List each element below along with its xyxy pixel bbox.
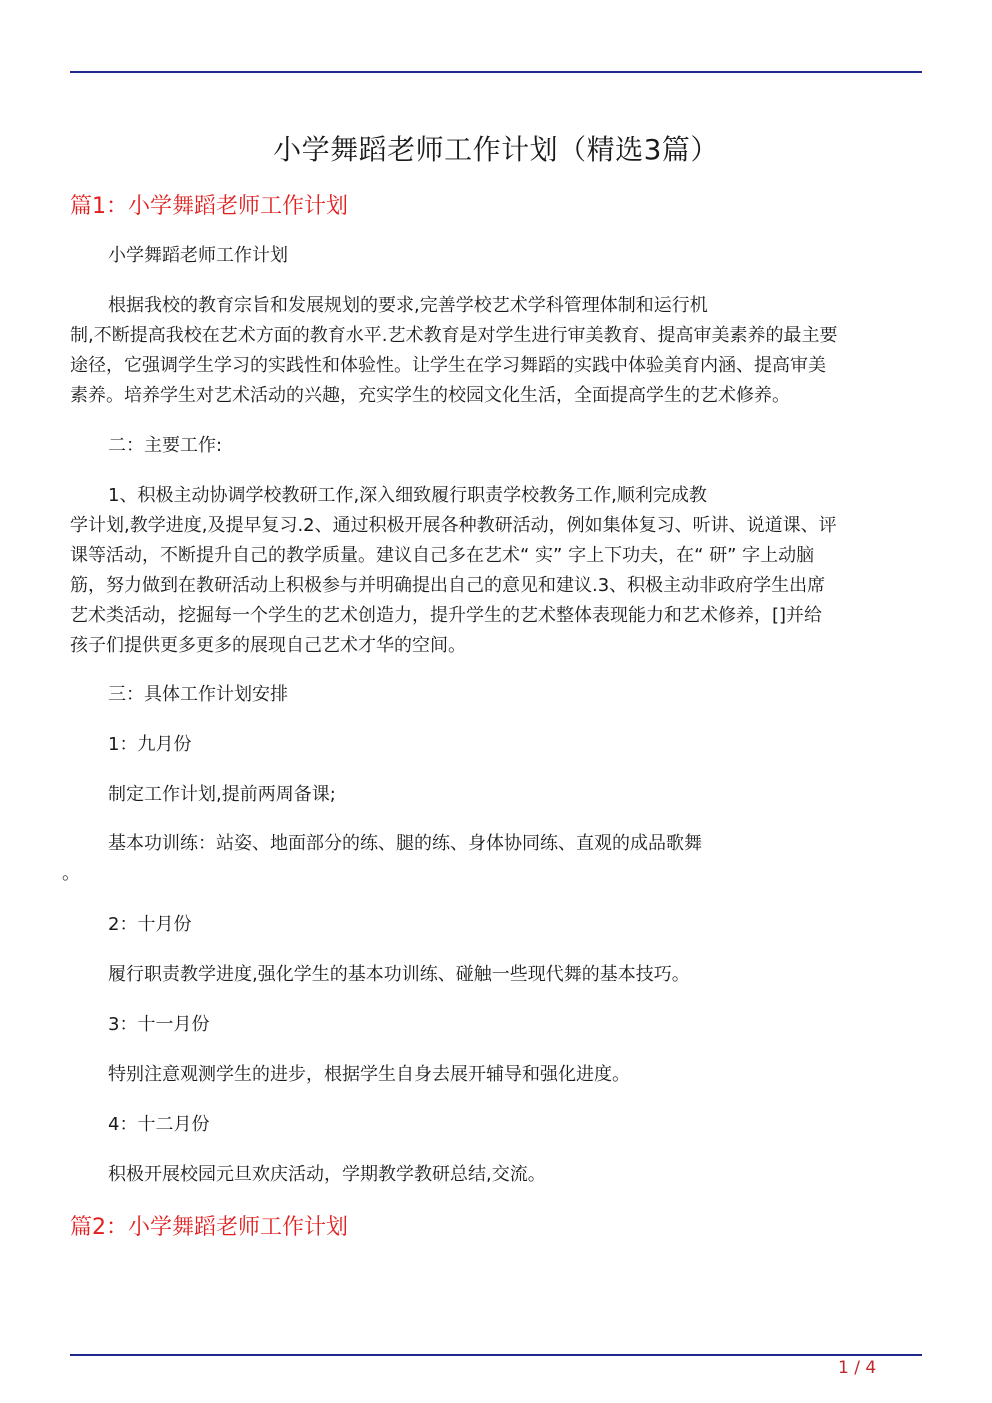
main-work-paragraph bbox=[70, 481, 922, 661]
december-item-1: 积极开展校园元旦欢庆活动，学期教学教研总结,交流。 bbox=[108, 1164, 546, 1185]
intro-line: 素养。培养学生对艺术活动的兴趣，充实学生的校园文化生活，全面提高学生的艺术修养。 bbox=[70, 385, 790, 406]
september-heading: 1：九月份 bbox=[108, 734, 192, 755]
intro-line: 途径，它强调学生学习的实践性和体验性。让学生在学习舞蹈的实践中体验美育内涵、提高审美 bbox=[70, 355, 826, 376]
work-line: 1、积极主动协调学校教研工作,深入细致履行职责学校教务工作,顺利完成教 bbox=[108, 485, 707, 506]
main-work-heading: 二：主要工作: bbox=[108, 435, 223, 456]
work-line: 孩子们提供更多更多的展现自己艺术才华的空间。 bbox=[70, 635, 466, 656]
september-item-1: 制定工作计划,提前两周备课; bbox=[108, 784, 336, 805]
section-subtitle: 小学舞蹈老师工作计划 bbox=[108, 245, 288, 266]
december-heading: 4：十二月份 bbox=[108, 1114, 210, 1135]
section-2-heading: 篇2：小学舞蹈老师工作计划 bbox=[70, 1215, 348, 1240]
header-rule bbox=[70, 71, 922, 73]
work-line: 课等活动，不断提升自己的教学质量。建议自己多在艺术“ 实” 字上下功夫，在“ 研” 字上动脑 bbox=[70, 545, 815, 566]
page-number: 1 / 4 bbox=[838, 1358, 877, 1378]
work-line: 艺术类活动，挖掘每一个学生的艺术创造力，提升学生的艺术整体表现能力和艺术修养，[]并给 bbox=[70, 605, 823, 626]
work-line: 学计划,教学进度,及提早复习.2、通过积极开展各种教研活动，例如集体复习、听讲、说道课、评 bbox=[70, 515, 837, 536]
september-item-2 bbox=[62, 829, 922, 889]
intro-line: 根据我校的教育宗旨和发展规划的要求,完善学校艺术学科管理体制和运行机 bbox=[108, 295, 708, 316]
september-item-2-line: 基本功训练：站姿、地面部分的练、腿的练、身体协同练、直观的成品歌舞 bbox=[108, 833, 702, 854]
work-line: 筋，努力做到在教研活动上积极参与并明确提出自己的意见和建议.3、积极主动非政府学生出席 bbox=[70, 575, 826, 596]
intro-line: 制,不断提高我校在艺术方面的教育水平.艺术教育是对学生进行审美教育、提高审美素养的最主要 bbox=[70, 325, 838, 346]
section-1-heading: 篇1：小学舞蹈老师工作计划 bbox=[70, 194, 348, 219]
november-heading: 3：十一月份 bbox=[108, 1014, 210, 1035]
intro-paragraph bbox=[70, 291, 922, 411]
october-heading: 2：十月份 bbox=[108, 914, 192, 935]
october-item-1: 履行职责教学进度,强化学生的基本功训练、碰触一些现代舞的基本技巧。 bbox=[108, 964, 690, 985]
document-title: 小学舞蹈老师工作计划（精选3篇） bbox=[273, 133, 719, 166]
september-item-2-line: 。 bbox=[62, 863, 80, 884]
plan-heading: 三：具体工作计划安排 bbox=[108, 684, 288, 705]
november-item-1: 特别注意观测学生的进步，根据学生自身去展开辅导和强化进度。 bbox=[108, 1064, 630, 1085]
footer-rule bbox=[70, 1354, 922, 1356]
